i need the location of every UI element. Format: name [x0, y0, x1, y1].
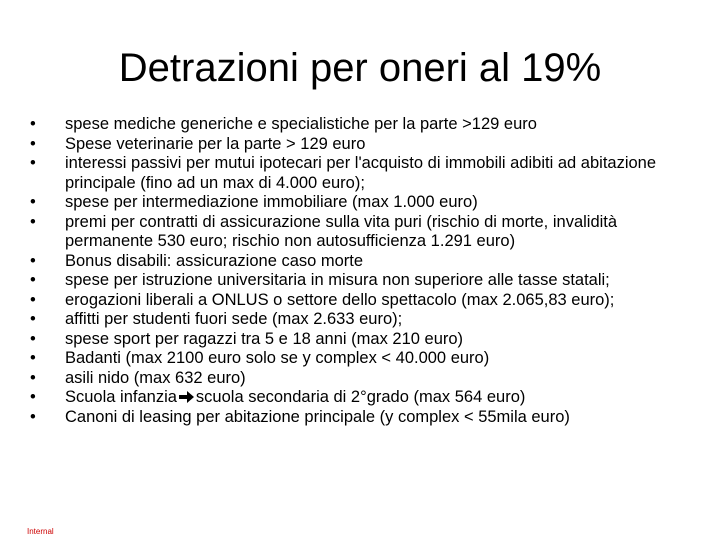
list-item-text-after: scuola secondaria di 2°grado (max 564 euro) — [195, 388, 526, 406]
list-item-text: spese mediche generiche e specialistiche per la parte >129 euro — [65, 115, 537, 133]
list-item-text: Badanti (max 2100 euro solo se y complex < 40.000 euro) — [65, 349, 490, 367]
list-item — [28, 193, 708, 213]
bullet-icon: • — [30, 134, 36, 153]
bullet-icon: • — [30, 212, 36, 231]
deductions-list — [28, 115, 708, 427]
list-item-text: Canoni di leasing per abitazione principale (y complex < 55mila euro) — [65, 407, 570, 426]
list-item — [28, 213, 708, 252]
list-item-text: premi per contratti di assicurazione sulla vita puri (rischio di morte, invalidità permanente 530 euro; rischio non autosufficienza 1.291 euro) — [65, 212, 618, 250]
bullet-icon: • — [30, 251, 36, 270]
list-item-text: erogazioni liberali a ONLUS o settore dello spettacolo (max 2.065,83 euro); — [65, 290, 615, 309]
bullet-icon: • — [30, 115, 36, 133]
list-item — [28, 330, 708, 350]
list-item-text-before: Scuola infanzia — [65, 388, 177, 406]
list-item — [28, 271, 708, 291]
list-item-text: spese sport per ragazzi tra 5 e 18 anni (max 210 euro) — [65, 329, 464, 348]
list-item — [28, 310, 708, 330]
list-item — [28, 349, 708, 369]
slide-title: Detrazioni per oneri al 19% — [118, 46, 602, 90]
list-item-text: Spese veterinarie per la parte > 129 euro — [65, 134, 366, 153]
list-item-text: Bonus disabili: assicurazione caso morte — [65, 251, 364, 270]
list-item — [28, 154, 708, 193]
bullet-icon: • — [30, 329, 36, 348]
list-item — [28, 369, 708, 389]
list-item — [28, 291, 708, 311]
arrow-right-icon — [179, 388, 194, 408]
list-item — [28, 408, 708, 428]
list-item-text: spese per istruzione universitaria in misura non superiore alle tasse statali; — [65, 271, 610, 289]
bullet-icon: • — [30, 407, 36, 426]
bullet-icon: • — [30, 154, 36, 172]
list-item-text: interessi passivi per mutui ipotecari per l'acquisto di immobili adibiti ad abitazione principale (fino ad un max di 4.000 euro); — [65, 154, 657, 192]
bullet-icon: • — [30, 193, 36, 211]
list-item-text: asili nido (max 632 euro) — [65, 368, 246, 387]
list-item-text: affitti per studenti fuori sede (max 2.633 euro); — [65, 310, 403, 328]
list-item — [28, 252, 708, 272]
list-item — [28, 135, 708, 155]
list-item-text: spese per intermediazione immobiliare (max 1.000 euro) — [65, 193, 478, 211]
list-item — [28, 388, 708, 408]
bullet-icon: • — [30, 271, 36, 289]
bullet-icon: • — [30, 388, 36, 406]
bullet-icon: • — [30, 290, 36, 309]
list-item — [28, 115, 708, 135]
bullet-icon: • — [30, 349, 36, 367]
bullet-icon: • — [30, 310, 36, 328]
bullet-icon: • — [30, 368, 36, 387]
classification-label: Internal — [27, 527, 54, 536]
